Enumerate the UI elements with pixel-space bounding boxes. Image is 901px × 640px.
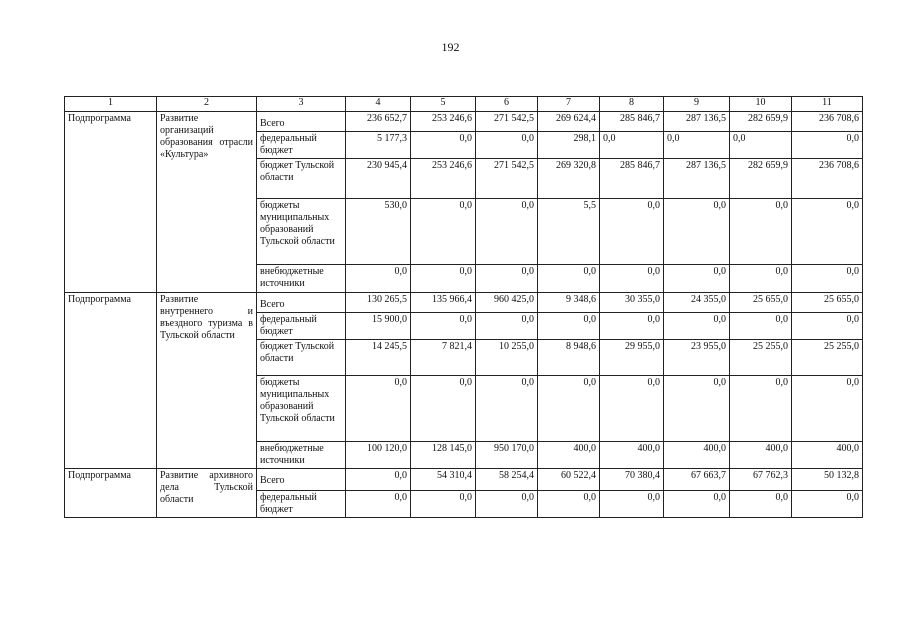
amount-cell: 0,0 [664,132,730,159]
amount-cell: 236 708,6 [792,112,863,132]
amount-cell: 50 132,8 [792,469,863,491]
amount-cell: 7 821,4 [411,340,476,376]
amount-cell: 236 652,7 [346,112,411,132]
column-header: 8 [600,97,664,112]
funding-source: бюджеты муниципальных образований Тульской области [257,376,346,442]
funding-source: федеральный бюджет [257,491,346,518]
amount-cell: 0,0 [411,199,476,265]
amount-cell: 14 245,5 [346,340,411,376]
amount-cell: 271 542,5 [476,112,538,132]
column-header: 7 [538,97,600,112]
amount-cell: 0,0 [664,376,730,442]
funding-source: Всего [257,112,346,132]
amount-cell: 70 380,4 [600,469,664,491]
amount-cell: 128 145,0 [411,442,476,469]
funding-source: Всего [257,469,346,491]
amount-cell: 15 900,0 [346,313,411,340]
column-header: 4 [346,97,411,112]
amount-cell: 400,0 [664,442,730,469]
funding-source: внебюджетные источники [257,442,346,469]
amount-cell: 0,0 [476,199,538,265]
amount-cell: 236 708,6 [792,159,863,199]
funding-source: федеральный бюджет [257,313,346,340]
column-header: 10 [730,97,792,112]
amount-cell: 960 425,0 [476,293,538,313]
subprogram-name: Развитие архивного дела Тульской области [157,469,257,518]
amount-cell: 269 320,8 [538,159,600,199]
amount-cell: 0,0 [476,376,538,442]
amount-cell: 0,0 [792,313,863,340]
amount-cell: 0,0 [600,132,664,159]
amount-cell: 530,0 [346,199,411,265]
column-header: 5 [411,97,476,112]
amount-cell: 0,0 [476,132,538,159]
amount-cell: 0,0 [411,265,476,293]
amount-cell: 950 170,0 [476,442,538,469]
amount-cell: 30 355,0 [600,293,664,313]
amount-cell: 0,0 [346,376,411,442]
amount-cell: 8 948,6 [538,340,600,376]
amount-cell: 100 120,0 [346,442,411,469]
amount-cell: 58 254,4 [476,469,538,491]
amount-cell: 0,0 [411,313,476,340]
amount-cell: 287 136,5 [664,159,730,199]
amount-cell: 0,0 [730,199,792,265]
amount-cell: 25 255,0 [792,340,863,376]
amount-cell: 253 246,6 [411,112,476,132]
amount-cell: 0,0 [600,265,664,293]
amount-cell: 0,0 [411,491,476,518]
amount-cell: 0,0 [600,313,664,340]
amount-cell: 0,0 [664,265,730,293]
funding-source: бюджеты муниципальных образований Тульской области [257,199,346,265]
amount-cell: 0,0 [538,491,600,518]
amount-cell: 0,0 [730,313,792,340]
funding-source: бюджет Тульской области [257,340,346,376]
column-header: 6 [476,97,538,112]
amount-cell: 5,5 [538,199,600,265]
amount-cell: 0,0 [411,132,476,159]
amount-cell: 0,0 [600,491,664,518]
amount-cell: 0,0 [346,491,411,518]
amount-cell: 287 136,5 [664,112,730,132]
amount-cell: 298,1 [538,132,600,159]
amount-cell: 0,0 [538,376,600,442]
subprogram-type: Подпрограмма [65,293,157,469]
amount-cell: 0,0 [411,376,476,442]
subprogram-name: Развитие внутреннего и въездного туризма в Тульской области [157,293,257,469]
amount-cell: 0,0 [792,132,863,159]
amount-cell: 0,0 [476,491,538,518]
amount-cell: 60 522,4 [538,469,600,491]
amount-cell: 5 177,3 [346,132,411,159]
funding-source: Всего [257,293,346,313]
column-header: 3 [257,97,346,112]
column-header: 9 [664,97,730,112]
page-number: 192 [441,40,460,54]
amount-cell: 253 246,6 [411,159,476,199]
amount-cell: 0,0 [664,199,730,265]
amount-cell: 0,0 [792,491,863,518]
amount-cell: 0,0 [792,376,863,442]
amount-cell: 0,0 [730,132,792,159]
amount-cell: 0,0 [538,265,600,293]
amount-cell: 269 624,4 [538,112,600,132]
amount-cell: 135 966,4 [411,293,476,313]
amount-cell: 230 945,4 [346,159,411,199]
amount-cell: 67 762,3 [730,469,792,491]
amount-cell: 0,0 [346,265,411,293]
amount-cell: 25 655,0 [730,293,792,313]
amount-cell: 0,0 [730,265,792,293]
amount-cell: 67 663,7 [664,469,730,491]
amount-cell: 0,0 [538,313,600,340]
funding-source: бюджет Тульской области [257,159,346,199]
amount-cell: 400,0 [600,442,664,469]
amount-cell: 282 659,9 [730,112,792,132]
amount-cell: 400,0 [730,442,792,469]
funding-source: федеральный бюджет [257,132,346,159]
amount-cell: 285 846,7 [600,112,664,132]
amount-cell: 24 355,0 [664,293,730,313]
amount-cell: 130 265,5 [346,293,411,313]
amount-cell: 0,0 [664,491,730,518]
amount-cell: 0,0 [476,265,538,293]
amount-cell: 271 542,5 [476,159,538,199]
amount-cell: 54 310,4 [411,469,476,491]
amount-cell: 9 348,6 [538,293,600,313]
amount-cell: 0,0 [792,265,863,293]
amount-cell: 0,0 [600,199,664,265]
amount-cell: 0,0 [600,376,664,442]
amount-cell: 29 955,0 [600,340,664,376]
amount-cell: 0,0 [664,313,730,340]
amount-cell: 285 846,7 [600,159,664,199]
table-row [65,293,863,313]
subprogram-type: Подпрограмма [65,112,157,293]
amount-cell: 282 659,9 [730,159,792,199]
amount-cell: 10 255,0 [476,340,538,376]
column-number-row [65,97,863,112]
table-row [65,112,863,132]
budget-table [64,96,863,518]
amount-cell: 23 955,0 [664,340,730,376]
column-header: 11 [792,97,863,112]
amount-cell: 25 255,0 [730,340,792,376]
amount-cell: 0,0 [476,313,538,340]
subprogram-type: Подпрограмма [65,469,157,518]
amount-cell: 400,0 [538,442,600,469]
amount-cell: 0,0 [730,491,792,518]
amount-cell: 25 655,0 [792,293,863,313]
amount-cell: 0,0 [792,199,863,265]
amount-cell: 400,0 [792,442,863,469]
table-row [65,469,863,491]
subprogram-name: Развитие организаций образования отрасли «Культура» [157,112,257,293]
column-header: 1 [65,97,157,112]
amount-cell: 0,0 [730,376,792,442]
funding-source: внебюджетные источники [257,265,346,293]
amount-cell: 0,0 [346,469,411,491]
column-header: 2 [157,97,257,112]
